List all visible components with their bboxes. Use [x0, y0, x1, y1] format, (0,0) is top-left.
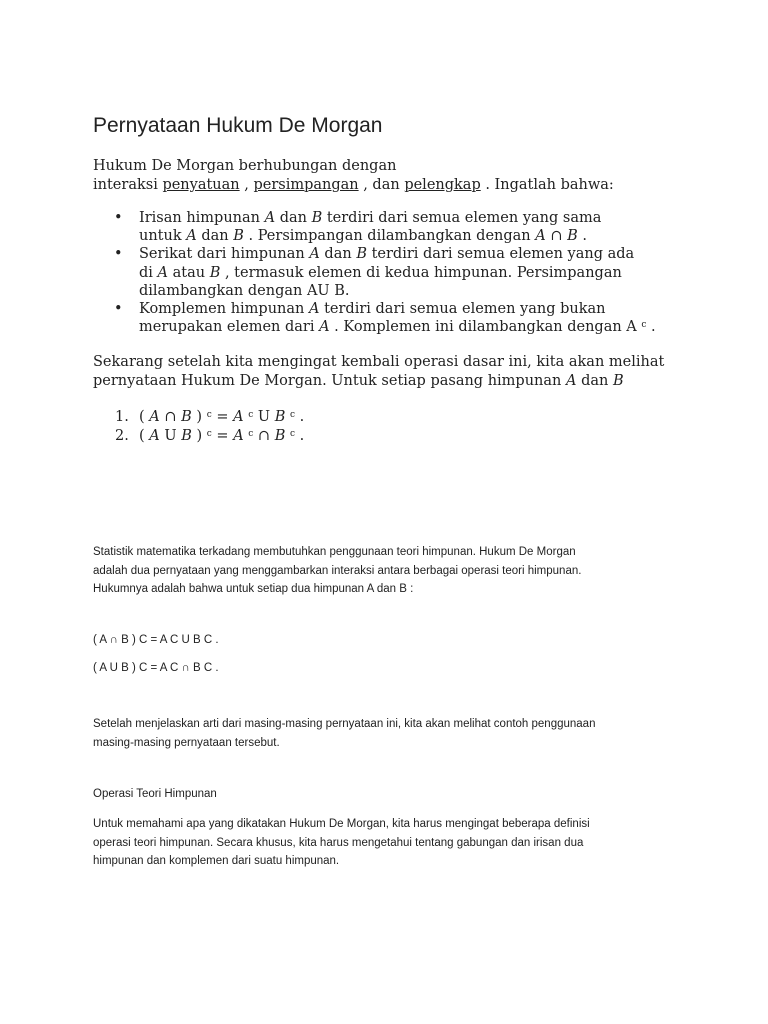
text: . Komplemen ini dilambangkan dengan A — [329, 319, 642, 336]
set-b: B — [181, 427, 192, 444]
set-b: B — [567, 228, 578, 245]
union-symbol: U — [253, 409, 275, 425]
text: . — [646, 319, 656, 336]
set-a: A — [319, 319, 330, 336]
set-a: A — [233, 427, 244, 444]
text: Komplemen himpunan — [139, 301, 309, 318]
text: atau — [168, 264, 210, 281]
text: untuk — [139, 228, 187, 245]
list-number: 2. — [115, 427, 129, 444]
complement-superscript: c — [289, 410, 296, 420]
text: Serikat dari himpunan — [139, 246, 310, 263]
text: dilambangkan dengan AU B. — [139, 282, 350, 299]
text: di — [139, 264, 158, 281]
intro-line-2-prefix: interaksi — [93, 177, 163, 193]
law-item-2 — [93, 427, 304, 446]
intro-separator: , — [239, 177, 254, 193]
explanation-paragraph — [93, 715, 693, 752]
complement-superscript: c — [206, 428, 212, 439]
text: = — [211, 409, 234, 425]
union-symbol: U — [159, 427, 182, 444]
union-link[interactable]: penyatuan — [162, 177, 240, 193]
text-line: Statistik matematika terkadang membutuhkan penggunaan teori himpunan. Hukum De Morgan — [93, 546, 576, 558]
statement-intro-paragraph — [93, 353, 713, 391]
set-b: B — [274, 427, 286, 444]
text: . — [577, 228, 587, 245]
text: ) — [191, 427, 207, 444]
set-b: B — [233, 228, 244, 245]
text: terdiri dari semua elemen yang bukan — [319, 301, 606, 318]
list-number: 1. — [115, 409, 129, 425]
section-heading: Operasi Teori Himpunan — [93, 788, 217, 800]
text: ( — [139, 409, 150, 425]
text: = — [211, 427, 234, 444]
intersection-symbol: ∩ — [159, 409, 182, 425]
text-line: adalah dua pernyataan yang menggambarkan interaksi antara berbagai operasi teori himpunan. — [93, 564, 582, 577]
complement-superscript: c — [206, 410, 212, 420]
text: . — [295, 427, 305, 444]
text: . Persimpangan dilambangkan dengan — [243, 228, 536, 245]
law-plain-2: ( A U B ) C = A C ∩ B C . — [93, 662, 219, 674]
text: dan — [319, 246, 357, 263]
text: dan — [576, 373, 613, 389]
intersection-symbol: ∩ — [253, 427, 275, 444]
text-line: Untuk memahami apa yang dikatakan Hukum De Morgan, kita harus mengingat beberapa definisi — [93, 818, 590, 830]
text: . — [295, 409, 305, 425]
set-b: B — [612, 373, 624, 389]
text-line: Hukumnya adalah bahwa untuk setiap dua himpunan A dan B : — [93, 583, 414, 595]
set-a: A — [264, 210, 276, 226]
set-a: A — [308, 301, 320, 318]
text: pernyataan Hukum De Morgan. Untuk setiap pasang himpunan — [93, 373, 566, 389]
set-a: A — [149, 427, 160, 444]
text-line: masing-masing pernyataan tersebut. — [93, 736, 280, 749]
set-a: A — [535, 228, 546, 245]
set-a: A — [565, 373, 577, 389]
text-line: Setelah menjelaskan arti dari masing-masing pernyataan ini, kita akan melihat contoh penggunaan — [93, 718, 596, 730]
text: ) — [191, 409, 207, 425]
text: Sekarang setelah kita mengingat kembali operasi dasar ini, kita akan melihat — [93, 354, 665, 370]
text: terdiri dari semua elemen yang ada — [366, 246, 635, 263]
set-b: B — [209, 264, 221, 281]
set-b: B — [311, 210, 323, 226]
text: terdiri dari semua elemen yang sama — [322, 210, 602, 226]
list-item-complement — [93, 300, 693, 336]
intro-line-2-suffix: . Ingatlah bahwa: — [480, 177, 614, 193]
list-item-intersection — [93, 209, 693, 245]
set-a: A — [233, 409, 244, 425]
law-item-1 — [93, 408, 304, 427]
intro-separator: , dan — [358, 177, 405, 193]
set-operations-paragraph — [93, 815, 693, 871]
text: dan — [275, 210, 312, 226]
text: ( — [139, 427, 150, 444]
text: Irisan himpunan — [139, 210, 265, 226]
text: , termasuk elemen di kedua himpunan. Persimpangan — [220, 264, 622, 281]
set-b: B — [356, 246, 367, 263]
set-a: A — [157, 264, 169, 281]
set-a: A — [309, 246, 320, 263]
statistics-paragraph — [93, 543, 693, 599]
intro-paragraph — [93, 157, 713, 195]
text-line: himpunan dan komplemen dari suatu himpunan. — [93, 855, 340, 867]
set-b: B — [274, 409, 286, 425]
complement-superscript: c — [248, 428, 254, 439]
complement-superscript: c — [248, 410, 254, 420]
text: dan — [196, 228, 234, 245]
set-a: A — [186, 228, 197, 245]
set-b: B — [181, 409, 192, 425]
set-a: A — [149, 409, 160, 425]
complement-superscript: c — [641, 320, 647, 331]
text: merupakan elemen dari — [139, 319, 320, 336]
de-morgan-laws-list — [93, 408, 304, 445]
page-title: Pernyataan Hukum De Morgan — [93, 114, 383, 137]
text-line: operasi teori himpunan. Secara khusus, kita harus mengetahui tentang gabungan dan irisan dua — [93, 836, 584, 849]
intersection-link[interactable]: persimpangan — [253, 177, 359, 193]
intro-line-1: Hukum De Morgan berhubungan dengan — [93, 158, 397, 174]
complement-link[interactable]: pelengkap — [404, 177, 481, 193]
definition-list — [93, 209, 693, 336]
list-item-union — [93, 245, 693, 300]
complement-superscript: c — [289, 428, 296, 439]
law-plain-1: ( A ∩ B ) C = A C U B C . — [93, 634, 219, 646]
intersection-symbol: ∩ — [545, 228, 568, 245]
